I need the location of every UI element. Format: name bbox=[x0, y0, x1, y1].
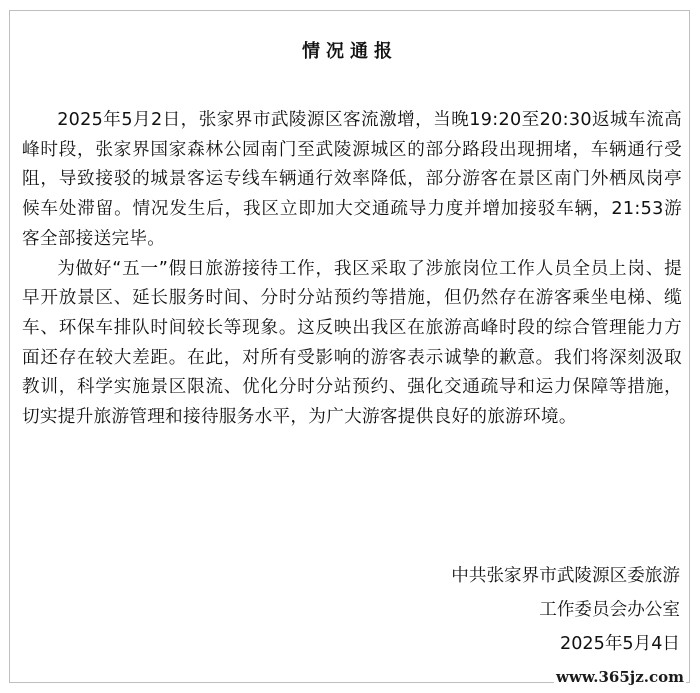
paragraph-2: 为做好“五一”假日旅游接待工作，我区采取了涉旅岗位工作人员全员上岗、提早开放景区、延长服务时间、分时分站预约等措施，但仍然存在游客乘坐电梯、缆车、环保车排队时间较长等现象。这反映出我区在旅游高峰时段的综合管理能力方面还存在较大差距。在此，对所有受影响的游客表示诚挚的歉意。我们将深刻汲取教训，科学实施景区限流、优化分时分站预约、强化交通疏导和运力保障等措施，切实提升旅游管理和接待服务水平，为广大游客提供良好的旅游环境。 bbox=[22, 258, 682, 428]
document-title: 情况通报 bbox=[302, 41, 398, 62]
signature-date: 2025年5月4日 bbox=[560, 634, 680, 654]
paragraph-1: 2025年5月2日，张家界市武陵源区客流激增，当晚19:20至20:30返城车流高峰时段，张家界国家森林公园南门至武陵源城区的部分路段出现拥堵，车辆通行受阻，导致接驳的城景客运专线车辆通行效率降低，部分游客在景区南门外栖凤岗亭候车处滞留。情况发生后，我区立即加大交通疏导力度并增加接驳车辆，21:53游客全部接送完毕。 bbox=[22, 110, 682, 249]
document-body bbox=[22, 106, 682, 433]
signature-organization-line2: 工作委员会办公室 bbox=[539, 600, 680, 620]
signature-organization-line1: 中共张家界市武陵源区委旅游 bbox=[451, 566, 680, 586]
site-watermark: www.365jz.com bbox=[556, 668, 684, 686]
